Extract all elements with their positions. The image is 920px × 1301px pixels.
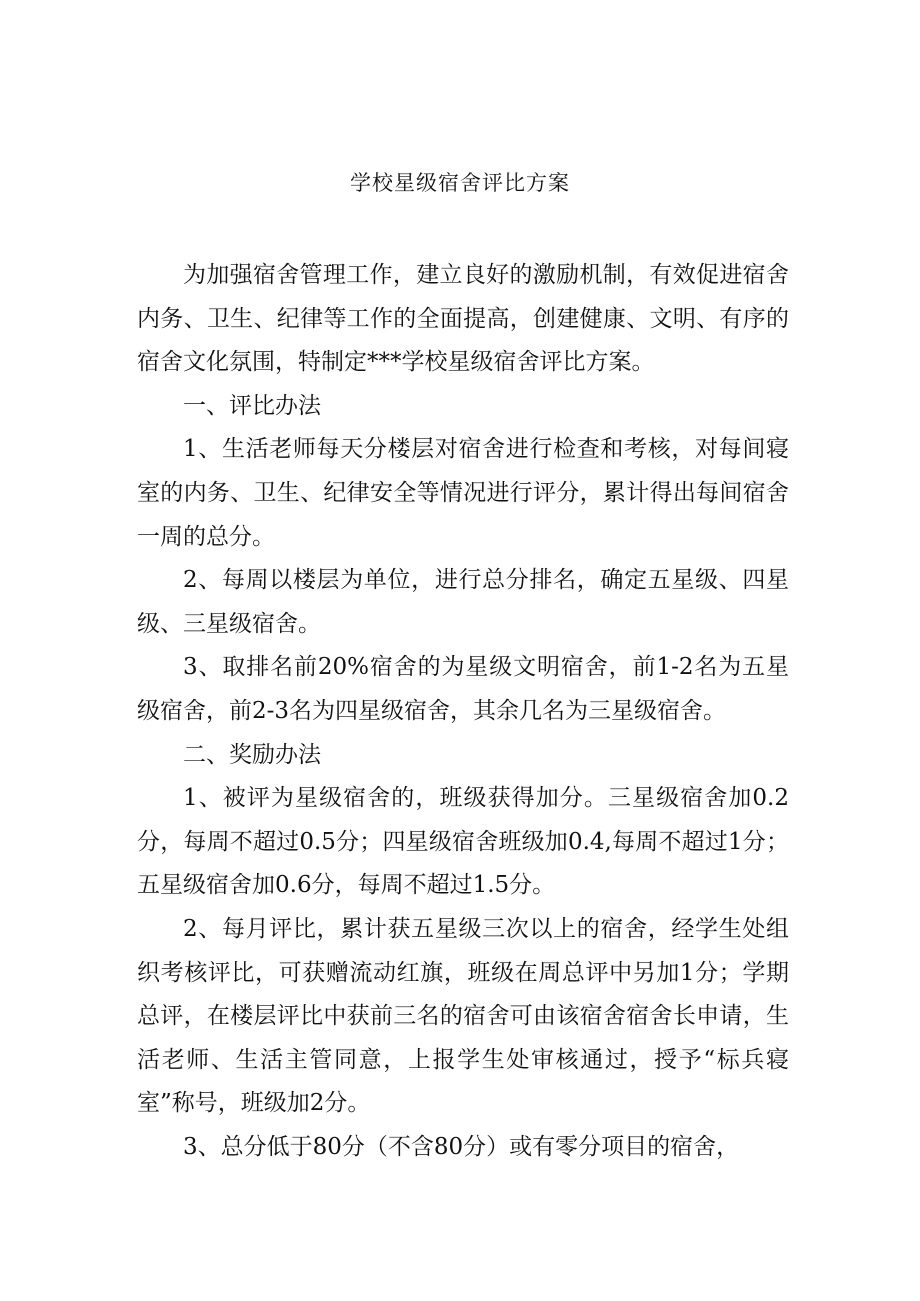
document-body <box>137 254 789 1169</box>
reward-item-1: 1、被评为星级宿舍的，班级获得加分。三星级宿舍加0.2分，每周不超过0.5分；四星级宿舍班级加0.4,每周不超过1分；五星级宿舍加0.6分，每周不超过1.5分。 <box>137 785 789 899</box>
section-heading-reward-method: 二、奖励办法 <box>183 741 321 768</box>
evaluation-item-3: 3、取排名前20%宿舍的为星级文明宿舍，前1-2名为五星级宿舍，前2-3名为四星级宿舍，其余几名为三星级宿舍。 <box>137 654 789 724</box>
section-heading-evaluation-method: 一、评比办法 <box>183 392 321 419</box>
document-title: 学校星级宿舍评比方案 <box>350 171 570 195</box>
intro-paragraph: 为加强宿舍管理工作，建立良好的激励机制，有效促进宿舍内务、卫生、纪律等工作的全面提高，创建健康、文明、有序的宿舍文化氛围，特制定***学校星级宿舍评比方案。 <box>137 262 789 376</box>
reward-item-2: 2、每月评比，累计获五星级三次以上的宿舍，经学生处组织考核评比，可获赠流动红旗，班级在周总评中另加1分；学期总评，在楼层评比中获前三名的宿舍可由该宿舍宿舍长申请，生活老师、生活主管同意，上报学生处审核通过，授予“标兵寝室”称号，班级加2分。 <box>137 915 789 1117</box>
evaluation-item-2: 2、每周以楼层为单位，进行总分排名，确定五星级、四星级、三星级宿舍。 <box>137 567 789 637</box>
reward-item-3: 3、总分低于80分（不含80分）或有零分项目的宿舍， <box>183 1133 740 1160</box>
evaluation-item-1: 1、生活老师每天分楼层对宿舍进行检查和考核，对每间寝室的内务、卫生、纪律安全等情况进行评分，累计得出每间宿舍一周的总分。 <box>137 436 789 550</box>
